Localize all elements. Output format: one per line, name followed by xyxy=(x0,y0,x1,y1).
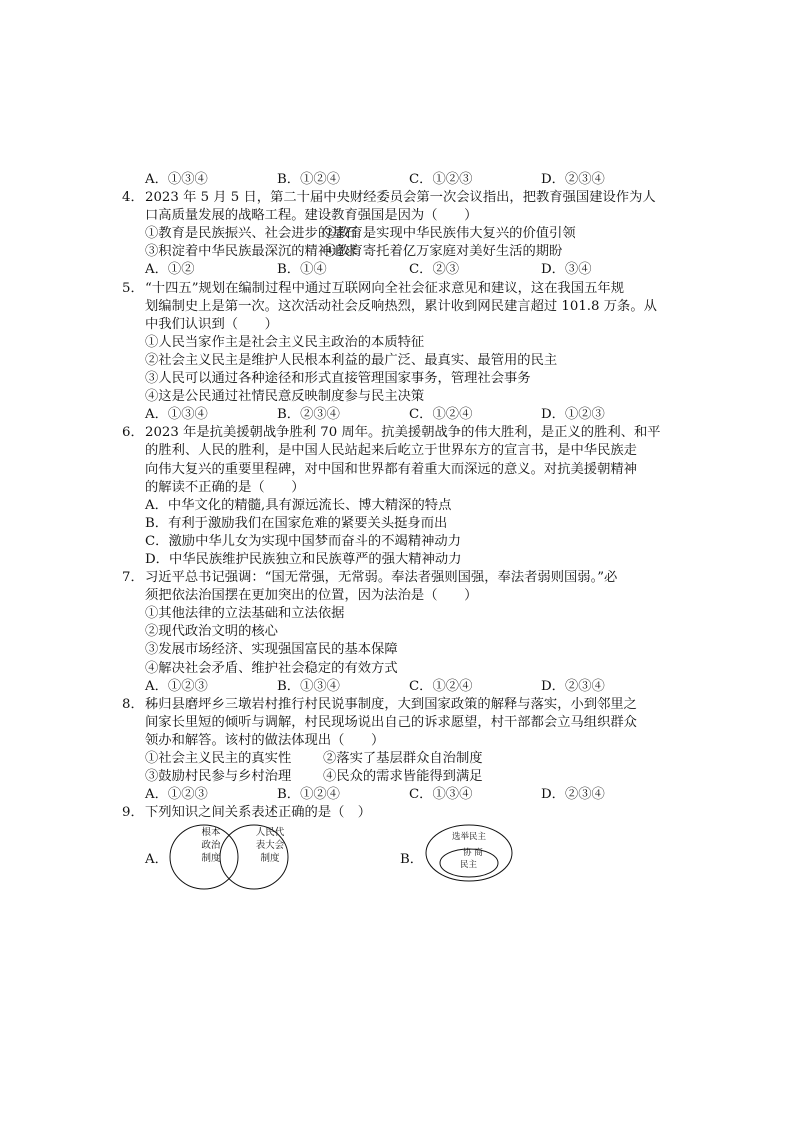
question-number: 5． xyxy=(122,280,144,296)
option-b[interactable]: B．②③④ xyxy=(277,407,340,423)
question-stem: 的胜利、人民的胜利，是中国人民站起来后屹立于世界东方的宣言书，是中华民族走 xyxy=(145,443,637,459)
question-stem: 领办和解答。该村的做法体现出（ ） xyxy=(145,732,385,748)
statement-row xyxy=(145,243,685,261)
right-circle-label: 人民代 表大会 制度 xyxy=(255,827,285,865)
statement: ④这是公民通过社情民意反映制度参与民主决策 xyxy=(145,389,425,405)
question-8 xyxy=(122,696,685,805)
statement: ③发展市场经济、实现强国富民的基本保障 xyxy=(145,642,398,658)
question-stem: 秭归县磨坪乡三墩岩村推行村民说事制度，大到国家政策的解释与落实，小到邻里之 xyxy=(145,696,637,712)
option-b[interactable]: B．①④ xyxy=(277,262,327,278)
option-d[interactable]: D．③④ xyxy=(541,262,592,278)
question-stem: 划编制史上是第一次。这次活动社会反响热烈，累计收到网民建言超过 101.8 万条。从 xyxy=(145,298,657,314)
question-number: 9． xyxy=(122,805,144,821)
question-4 xyxy=(122,189,685,279)
question-stem: 口高质量发展的战略工程。建设教育强国是因为（ ） xyxy=(145,208,478,224)
question-stem: 的解读不正确的是（ ） xyxy=(145,479,305,495)
question-stem: 向伟大复兴的重要里程碑，对中国和世界都有着重大而深远的意义。对抗美援朝精神 xyxy=(145,461,637,477)
answer-options xyxy=(145,406,685,424)
question-number: 6． xyxy=(122,425,144,441)
option-a[interactable]: A．①③④ xyxy=(145,407,208,423)
statement: ①社会主义民主的真实性 xyxy=(145,751,292,766)
option-c[interactable]: C．激励中华儿女为实现中国梦而奋斗的不竭精神动力 xyxy=(145,533,462,549)
option-b[interactable]: B．①②④ xyxy=(277,172,340,187)
question-number: 8． xyxy=(122,696,144,712)
statement: ②社会主义民主是维护人民根本利益的最广泛、最真实、最管用的民主 xyxy=(145,352,558,368)
statement: ④民众的需求皆能得到满足 xyxy=(323,769,483,785)
option-c[interactable]: C．①②④ xyxy=(409,407,473,423)
statement-row xyxy=(145,750,685,768)
option-b-label[interactable]: B． xyxy=(400,852,424,868)
option-a[interactable]: A．中华文化的精髓,具有源远流长、博大精深的特点 xyxy=(145,497,452,513)
option-b[interactable]: B．①③④ xyxy=(277,678,340,694)
question-6 xyxy=(122,424,685,569)
statement: ①教育是民族振兴、社会进步的基石 xyxy=(145,226,358,242)
statement-row xyxy=(145,768,685,786)
option-c[interactable]: C．②③ xyxy=(409,262,460,278)
answer-options xyxy=(145,678,685,696)
option-d[interactable]: D．②③④ xyxy=(541,172,605,187)
option-d[interactable]: D．①②③ xyxy=(541,407,605,423)
option-d[interactable]: D．②③④ xyxy=(541,787,605,803)
inner-ellipse-label-bottom: 民主 xyxy=(460,860,478,871)
option-b[interactable]: B．有利于激励我们在国家危难的紧要关头挺身而出 xyxy=(145,515,448,531)
option-d[interactable]: D．中华民族维护民族独立和民族尊严的强大精神动力 xyxy=(145,551,462,567)
option-a[interactable]: A．①②③ xyxy=(145,787,208,803)
statement: ④解决社会矛盾、维护社会稳定的有效方式 xyxy=(145,660,398,676)
question-stem: 2023 年是抗美援朝战争胜利 70 周年。抗美援朝战争的伟大胜利，是正义的胜利、和平 xyxy=(145,425,661,441)
statement-row xyxy=(145,225,685,243)
question-number: 7． xyxy=(122,570,144,586)
option-c[interactable]: C．①②③ xyxy=(409,172,473,187)
question-stem: “十四五”规划在编制过程中通过互联网向全社会征求意见和建议，这在我国五年规 xyxy=(145,280,624,296)
option-a-label[interactable]: A． xyxy=(145,852,168,868)
statement: ①人民当家作主是社会主义民主政治的本质特征 xyxy=(145,334,425,350)
question-stem: 须把依法治国摆在更加突出的位置，因为法治是（ ） xyxy=(145,588,478,604)
question-block xyxy=(122,171,685,890)
statement: ③积淀着中华民族最深沉的精神追求 xyxy=(145,244,358,260)
option-d[interactable]: D．②③④ xyxy=(541,678,605,694)
prev-question-options xyxy=(145,171,685,189)
answer-options xyxy=(145,786,685,804)
question-9 xyxy=(122,804,685,890)
statement: ③鼓励村民参与乡村治理 xyxy=(145,769,292,785)
question-9-figures xyxy=(145,828,685,890)
option-c[interactable]: C．①②④ xyxy=(409,678,473,694)
question-stem: 间家长里短的倾听与调解，村民现场说出自己的诉求愿望，村干部都会立马组织群众 xyxy=(145,714,637,730)
option-a[interactable]: A．①② xyxy=(145,262,195,278)
statement: ③人民可以通过各种途径和形式直接管理国家事务，管理社会事务 xyxy=(145,371,531,387)
option-a[interactable]: A．①③④ xyxy=(145,172,208,187)
question-7 xyxy=(122,569,685,696)
option-b[interactable]: B．①②④ xyxy=(277,787,340,803)
question-stem: 下列知识之间关系表述正确的是（ ） xyxy=(145,805,372,821)
statement: ②落实了基层群众自治制度 xyxy=(323,751,483,766)
question-stem: 2023 年 5 月 5 日，第二十届中央财经委员会第一次会议指出，把教育强国建设作为人 xyxy=(145,190,656,206)
option-a[interactable]: A．①②③ xyxy=(145,678,208,694)
question-5 xyxy=(122,280,685,425)
left-circle-label: 根本 政治 制度 xyxy=(201,827,221,865)
question-stem: 中我们认识到（ ） xyxy=(145,316,278,332)
outer-ellipse-label: 选举民主 xyxy=(452,832,487,843)
inner-ellipse-label-top: 协 商 xyxy=(463,848,483,859)
statement: ④教育寄托着亿万家庭对美好生活的期盼 xyxy=(323,244,563,260)
answer-options xyxy=(145,261,685,279)
statement: ①其他法律的立法基础和立法依据 xyxy=(145,606,345,622)
statement: ②现代政治文明的核心 xyxy=(145,624,278,640)
question-number: 4． xyxy=(122,190,144,206)
option-c[interactable]: C．①③④ xyxy=(409,787,473,803)
question-stem: 习近平总书记强调：“国无常强，无常弱。奉法者强则国强，奉法者弱则国弱。”必 xyxy=(145,570,618,586)
statement: ②教育是实现中华民族伟大复兴的价值引领 xyxy=(323,226,576,242)
